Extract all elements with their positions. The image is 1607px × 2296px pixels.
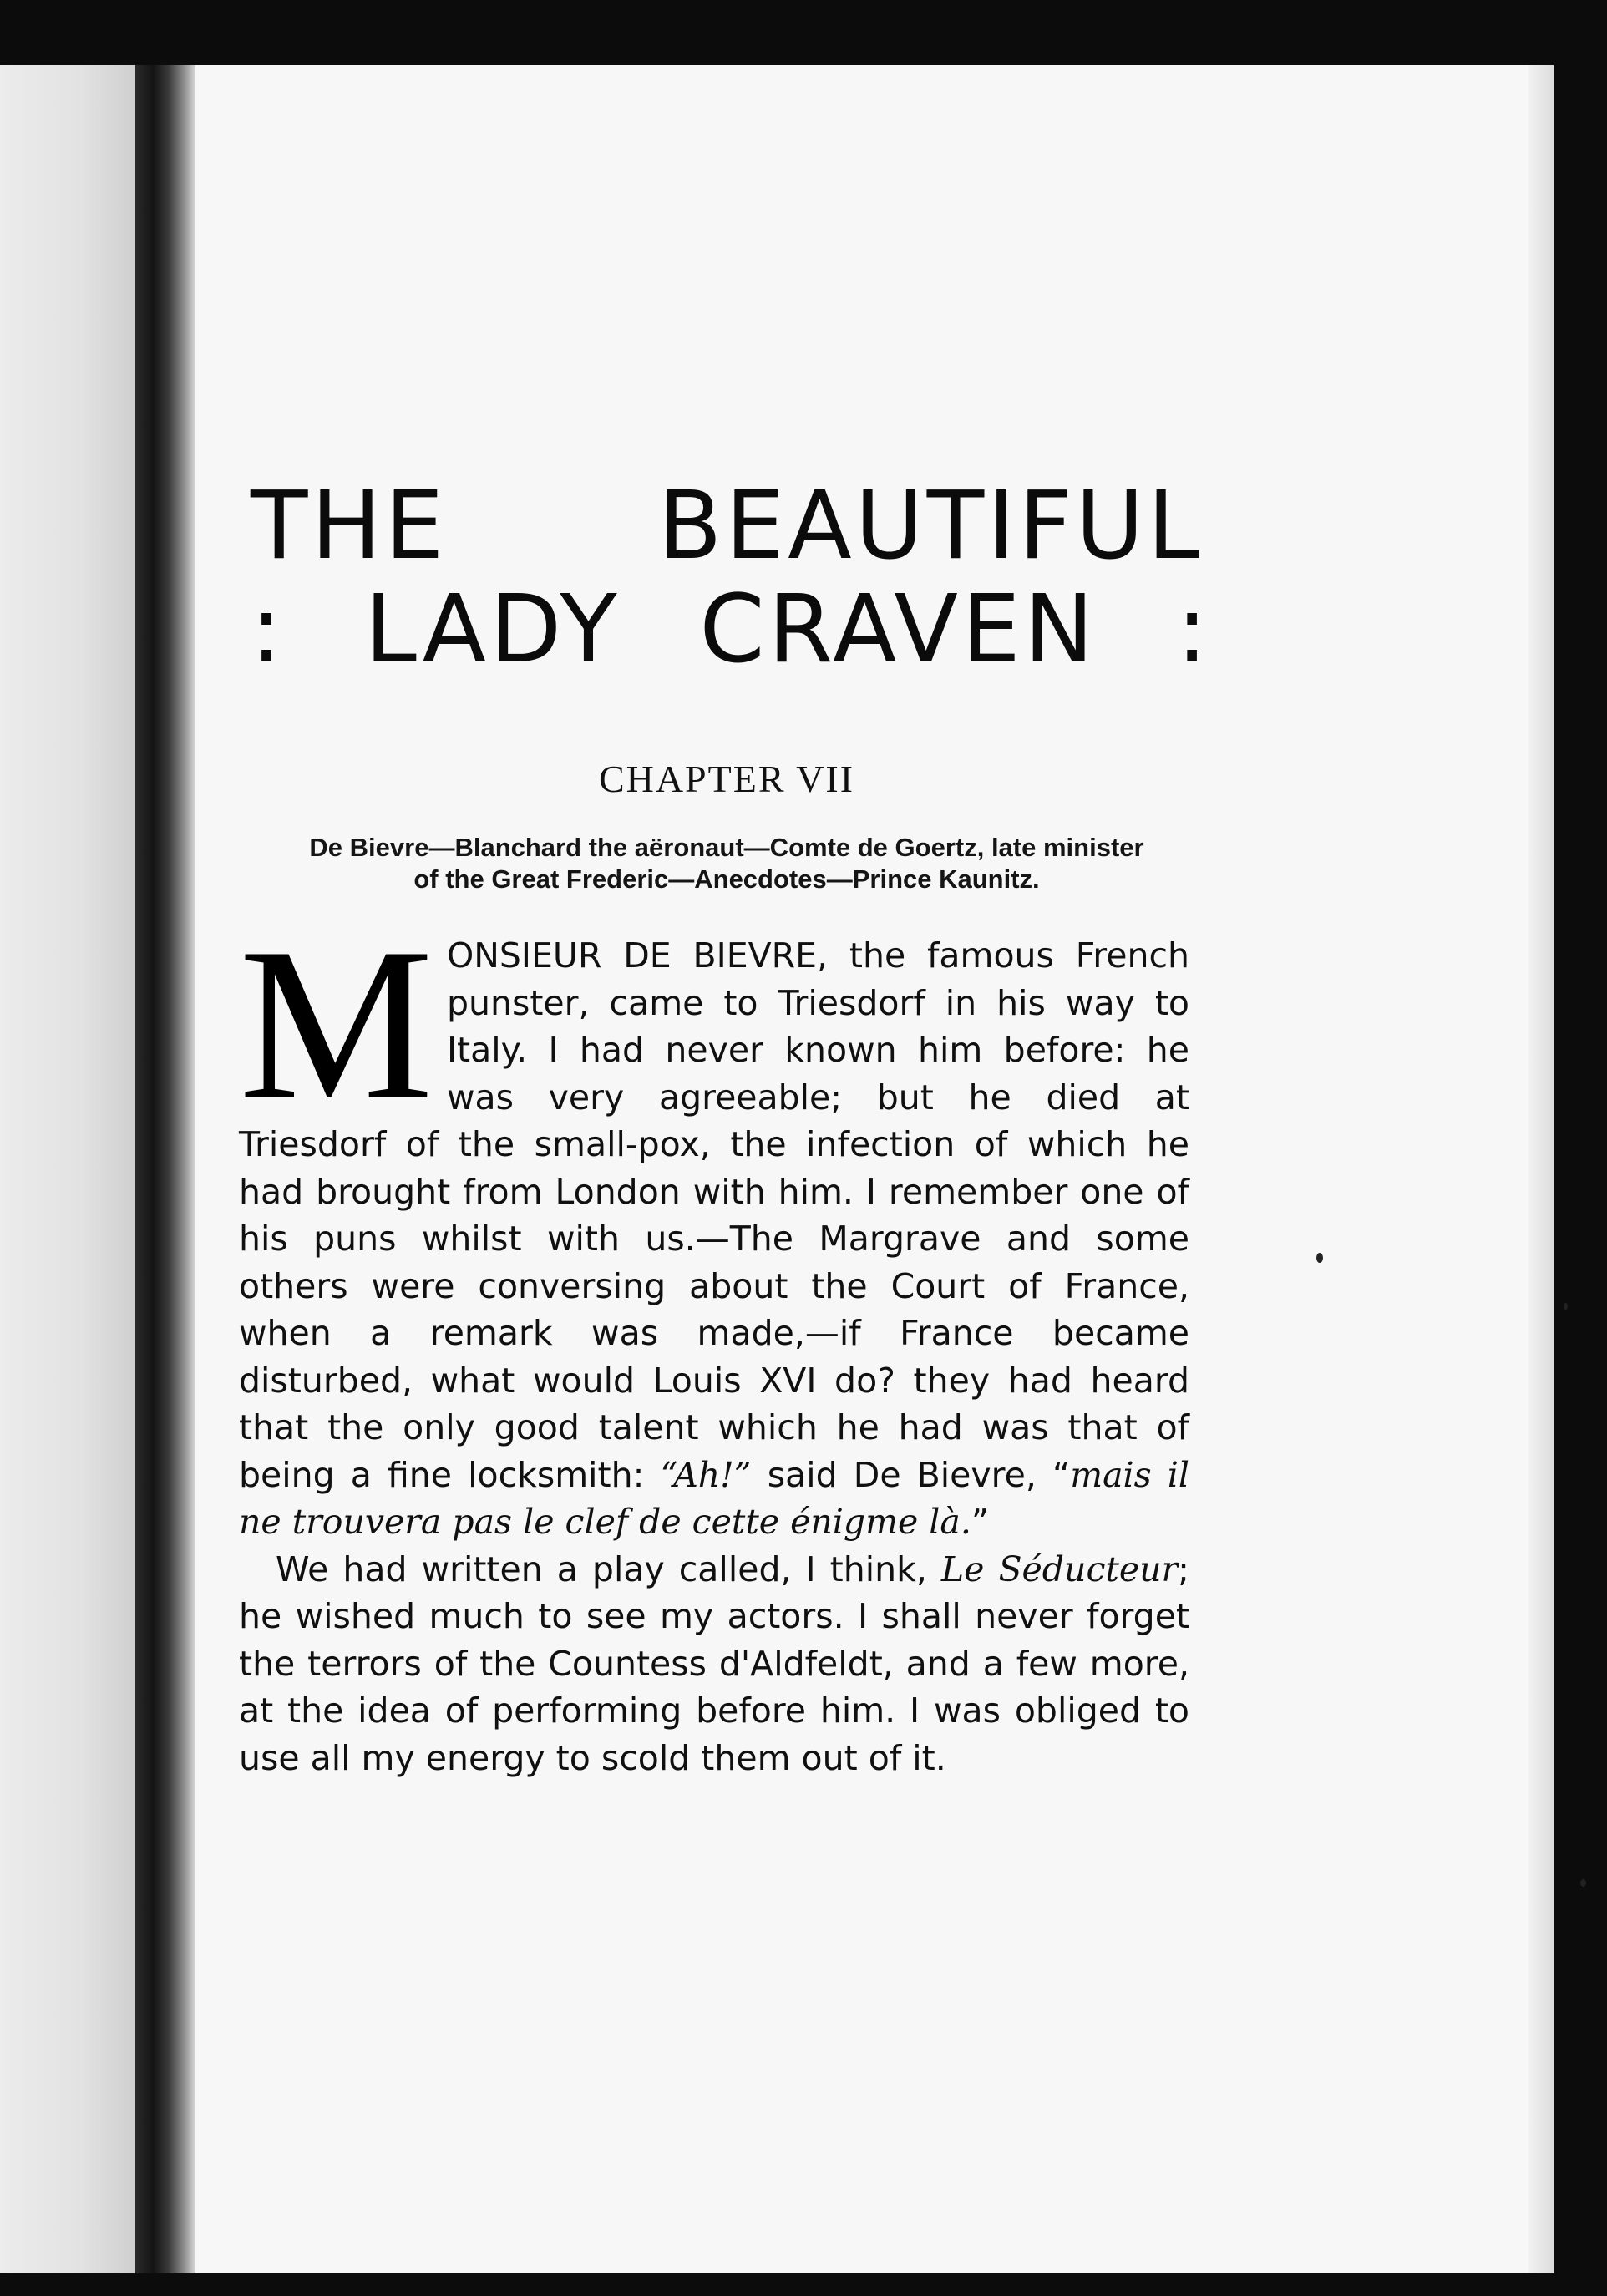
paragraph-text: ; he wished much to see my actors. I shall never forget the terrors of the Countess d'Aldfeldt, and a few more, at the idea of performing before him. I was obliged to use all my energy to scold them out of it. bbox=[239, 1548, 1189, 1778]
chapter-body bbox=[239, 903, 1189, 1782]
scan-speck bbox=[1580, 1879, 1586, 1887]
title-line-1 bbox=[251, 474, 1203, 578]
play-title: Le Séducteur bbox=[940, 1548, 1179, 1589]
title-ornament-left: : bbox=[251, 575, 286, 684]
title-line-2 bbox=[251, 575, 1211, 684]
title-word: BEAUTIFUL bbox=[657, 472, 1203, 580]
scan-border-bottom bbox=[0, 2273, 1607, 2296]
quote-text: mais il ne trouvera pas le clef de cette énigme là. bbox=[239, 1454, 1189, 1542]
scan-border-right bbox=[1554, 0, 1607, 2296]
paragraph-text: ONSIEUR DE BIEVRE, the famous French punster, came to Triesdorf in his way to Italy. I had never known him before: he was very agreeable; but he died at Triesdorf of the small-pox, the infection of which he had brought from London with him. I remember one of his puns whilst with us.—The Margrave and some others were conversing about the Court of France, when a remark was made,—if France became disturbed, what would Louis XVI do? they had heard that the only good talent which he had was that of being a fine locksmith: bbox=[239, 935, 1189, 1495]
title-word: CRAVEN bbox=[699, 575, 1098, 684]
paragraph-text: ” bbox=[971, 1502, 990, 1542]
title-word: THE bbox=[251, 472, 448, 580]
book-title bbox=[251, 474, 1211, 682]
page-edge bbox=[1528, 65, 1554, 2273]
paragraph bbox=[239, 903, 1189, 1546]
paragraph-text: We had written a play called, I think, bbox=[276, 1548, 941, 1589]
facing-page bbox=[0, 65, 135, 2273]
title-word: LADY bbox=[364, 575, 621, 684]
scan-speck bbox=[1316, 1253, 1323, 1263]
scan-speck bbox=[1564, 1303, 1568, 1310]
chapter-synopsis bbox=[251, 832, 1203, 895]
drop-cap: M bbox=[239, 903, 433, 1145]
paragraph bbox=[239, 1546, 1189, 1782]
title-ornament-right: : bbox=[1176, 575, 1211, 684]
scan-border-top bbox=[0, 0, 1607, 65]
paragraph-text: said De Bievre, “ bbox=[751, 1454, 1071, 1495]
synopsis-line: of the Great Frederic—Anecdotes—Prince Kaunitz. bbox=[413, 864, 1040, 894]
synopsis-line: De Bievre—Blanchard the aëronaut—Comte de Goertz, late minister bbox=[309, 833, 1144, 862]
book-gutter bbox=[135, 65, 195, 2273]
quote-text: “Ah!” bbox=[660, 1454, 752, 1495]
chapter-heading: CHAPTER VII bbox=[598, 758, 855, 800]
